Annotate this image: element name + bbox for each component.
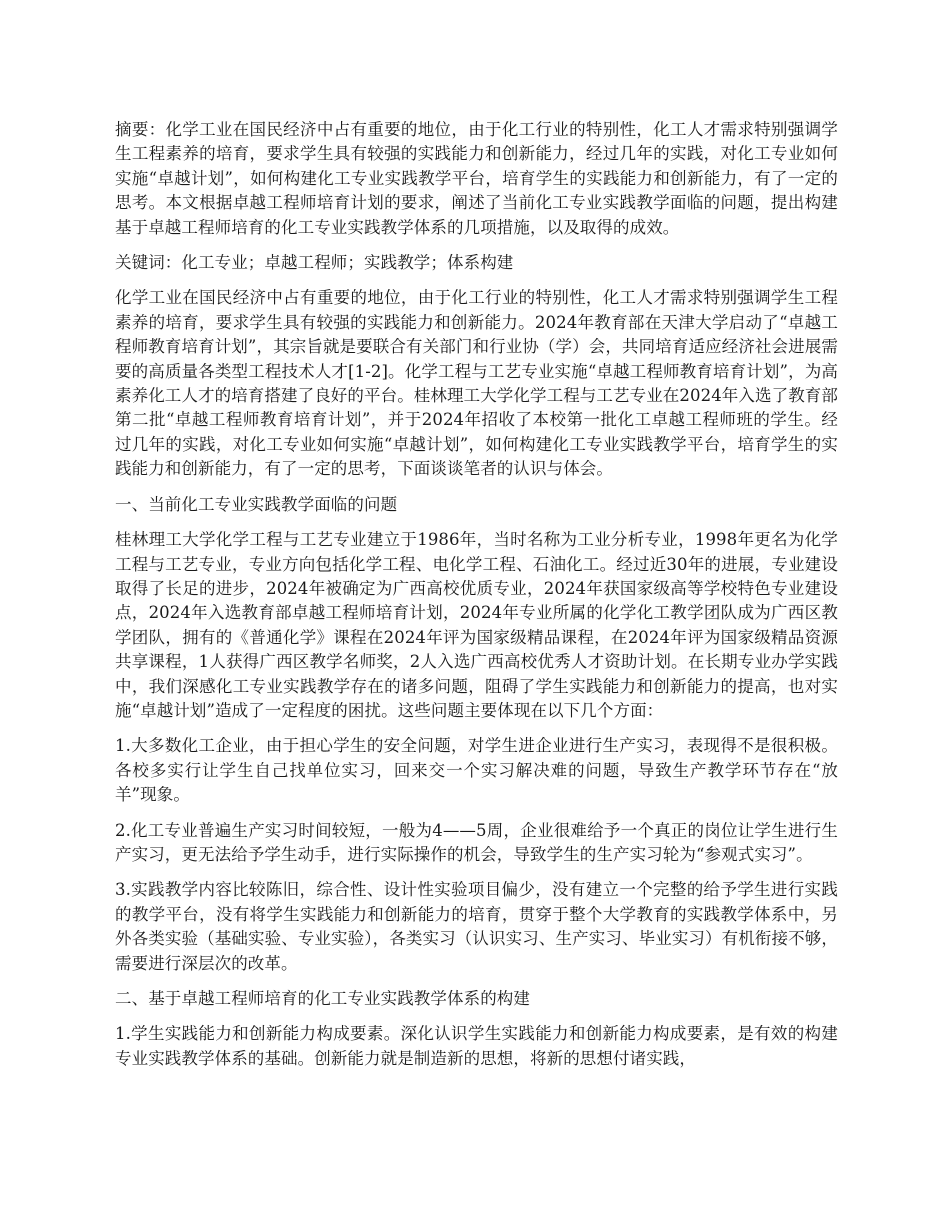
section2-item-1: 1.学生实践能力和创新能力构成要素。深化认识学生实践能力和创新能力构成要素，是有效的构建专业实践教学体系的基础。创新能力就是制造新的思想，将新的思想付诸实践，	[115, 1024, 838, 1068]
section1-body-paragraph: 桂林理工大学化学工程与工艺专业建立于1986年，当时名称为工业分析专业，1998年更名为化学工程与工艺专业，专业方向包括化学工程、电化学工程、石油化工。经过近30年的进展，专业建设取得了长足的进步，2024年被确定为广西高校优质专业，2024年获国家级高等学校特色专业建设点，2024年入选教育部卓越工程师培育计划，2024年专业所属的化学化工教学团队成为广西区教学团队，拥有的《普通化学》课程在2024年评为国家级精品课程，在2024年评为国家级精品资源共享课程，1人获得广西区教学名师奖，2人入选广西高校优秀人才资助计划。在长期专业办学实践中，我们深感化工专业实践教学存在的诸多问题，阻碍了学生实践能力和创新能力的提高，也对实施“卓越计划”造成了一定程度的困扰。这些问题主要体现在以下几个方面：	[115, 530, 838, 720]
abstract-paragraph: 摘要：化学工业在国民经济中占有重要的地位，由于化工行业的特别性，化工人才需求特别强调学生工程素养的培育，要求学生具有较强的实践能力和创新能力，经过几年的实践，对化工专业如何实施“卓越计划”，如何构建化工专业实践教学平台，培育学生的实践能力和创新能力，有了一定的思考。本文根据卓越工程师培育计划的要求，阐述了当前化工专业实践教学面临的问题，提出构建基于卓越工程师培育的化工专业实践教学体系的几项措施，以及取得的成效。	[115, 120, 838, 237]
keywords-paragraph: 关键词：化工专业；卓越工程师；实践教学；体系构建	[115, 253, 514, 273]
problem-item-2: 2.化工专业普遍生产实习时间较短，一般为4——5周，企业很难给予一个真正的岗位让学生进行生产实习，更无法给予学生动手，进行实际操作的机会，导致学生的生产实习轮为“参观式实习”。	[115, 820, 838, 864]
intro-paragraph: 化学工业在国民经济中占有重要的地位，由于化工行业的特别性，化工人才需求特别强调学生工程素养的培育，要求学生具有较强的实践能力和创新能力。2024年教育部在天津大学启动了“卓越工程师教育培育计划”，其宗旨就是要联合有关部门和行业协（学）会，共同培育适应经济社会进展需要的高质量各类型工程技术人才[1-2]。化学工程与工艺专业实施“卓越工程师教育培育计划”，为高素养化工人才的培育搭建了良好的平台。桂林理工大学化学工程与工艺专业在2024年入选了教育部第二批“卓越工程师教育培育计划”，并于2024年招收了本校第一批化工卓越工程师班的学生。经过几年的实践，对化工专业如何实施“卓越计划”，如何构建化工专业实践教学平台，培育学生的实践能力和创新能力，有了一定的思考，下面谈谈笔者的认识与体会。	[115, 288, 838, 479]
problem-item-3: 3.实践教学内容比较陈旧，综合性、设计性实验项目偏少，没有建立一个完整的给予学生进行实践的教学平台，没有将学生实践能力和创新能力的培育，贯穿于整个大学教育的实践教学体系中，另外各类实验（基础实验、专业实验），各类实习（认识实习、生产实习、毕业实习）有机衔接不够，需要进行深层次的改革。	[115, 880, 838, 973]
problem-item-1: 1.大多数化工企业，由于担心学生的安全问题，对学生进企业进行生产实习，表现得不是很积极。各校多实行让学生自己找单位实习，回来交一个实习解决难的问题，导致生产教学环节存在“放羊”现象。	[115, 736, 838, 805]
section1-heading: 一、当前化工专业实践教学面临的问题	[115, 494, 398, 514]
document-page	[115, 118, 838, 1082]
section2-heading: 二、基于卓越工程师培育的化工专业实践教学体系的构建	[115, 989, 530, 1008]
